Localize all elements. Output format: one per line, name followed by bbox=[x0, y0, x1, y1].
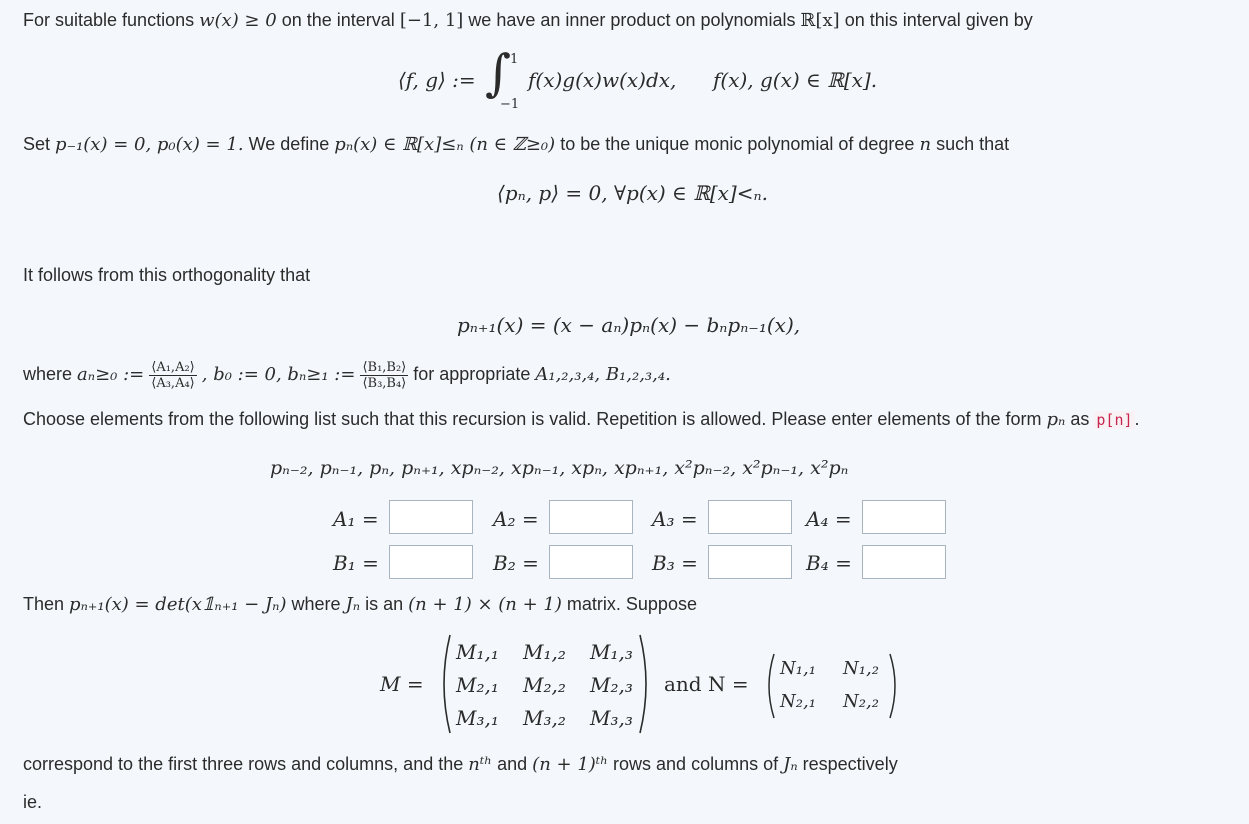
determinant-math: pₙ₊₁(x) = det(x𝟙ₙ₊₁ − Jₙ) bbox=[69, 594, 287, 615]
label-B1: B₁ = bbox=[333, 551, 379, 575]
recursion-formula: pₙ₊₁(x) = (x − aₙ)pₙ(x) − bₙpₙ₋₁(x), bbox=[457, 313, 801, 337]
M-cell: M₃,₁ bbox=[456, 706, 499, 730]
define-text: We define bbox=[248, 134, 330, 154]
N-label: and N = bbox=[664, 672, 749, 696]
input-A4[interactable] bbox=[862, 500, 946, 534]
nth-math: nᵗʰ bbox=[468, 754, 493, 775]
N-cell: N₁,₂ bbox=[843, 658, 879, 679]
label-A4: A₄ = bbox=[806, 507, 852, 531]
correspond-text: respectively bbox=[802, 754, 898, 774]
b-definition: , b₀ := 0, bₙ≥₁ := bbox=[201, 364, 356, 385]
label-B4: B₄ = bbox=[806, 551, 852, 575]
label-B2: B₂ = bbox=[493, 551, 539, 575]
element-list: pₙ₋₂, pₙ₋₁, pₙ, pₙ₊₁, xpₙ₋₂, xpₙ₋₁, xpₙ, xpₙ₊₁, x²pₙ₋₂, x²pₙ₋₁, x²pₙ bbox=[270, 457, 849, 479]
correspond-text: and bbox=[497, 754, 528, 774]
correspond-text: correspond to the first three rows and columns, and the bbox=[23, 754, 464, 774]
interval-math: [−1, 1] bbox=[399, 10, 464, 31]
b-fraction-denominator: ⟨B₃,B₄⟩ bbox=[362, 375, 407, 391]
N-cell: N₂,₁ bbox=[780, 691, 816, 712]
M-cell: M₂,₂ bbox=[523, 673, 566, 697]
weight-math: w(x) ≥ 0 bbox=[199, 10, 277, 31]
then-text: is an bbox=[365, 594, 404, 614]
follows-text: It follows from this orthogonality that bbox=[23, 265, 311, 285]
M-cell: M₃,₃ bbox=[590, 706, 633, 730]
jacobi-matrix-math: Jₙ bbox=[345, 594, 361, 615]
integrand: f(x)g(x)w(x)dx, bbox=[528, 68, 677, 92]
n1th-math: (n + 1)ᵗʰ bbox=[532, 754, 609, 775]
instructions bbox=[23, 409, 1140, 430]
correspond-paragraph bbox=[23, 754, 898, 775]
M-label: M = bbox=[380, 672, 424, 696]
a-fraction-numerator: ⟨A₁,A₂⟩ bbox=[151, 359, 195, 375]
inner-product-lhs: ⟨f, g⟩ := bbox=[398, 68, 476, 92]
pn-definition-math: pₙ(x) ∈ ℝ[x]≤ₙ (n ∈ ℤ≥₀) bbox=[334, 134, 556, 155]
input-B4[interactable] bbox=[862, 545, 946, 579]
M-cell: M₁,₁ bbox=[456, 640, 499, 664]
determinant-paragraph bbox=[23, 594, 697, 615]
intro-text: on the interval bbox=[281, 10, 395, 30]
M-left-paren bbox=[436, 633, 452, 735]
pn-math: pₙ bbox=[1046, 409, 1066, 430]
integral-lower-limit: −1 bbox=[500, 97, 520, 112]
input-B2[interactable] bbox=[549, 545, 633, 579]
where-tail-text: for appropriate bbox=[413, 364, 531, 384]
then-text: where bbox=[291, 594, 341, 614]
then-text: Then bbox=[23, 594, 65, 614]
input-B3[interactable] bbox=[708, 545, 792, 579]
M-cell: M₂,₃ bbox=[590, 673, 633, 697]
input-A1[interactable] bbox=[389, 500, 473, 534]
b-fraction-numerator: ⟨B₁,B₂⟩ bbox=[362, 359, 407, 375]
dimension-math: (n + 1) × (n + 1) bbox=[408, 594, 562, 615]
a-fraction-denominator: ⟨A₃,A₄⟩ bbox=[151, 375, 195, 391]
a-definition: aₙ≥₀ := bbox=[77, 364, 145, 385]
intro-text: we have an inner product on polynomials bbox=[468, 10, 796, 30]
where-tail-math: A₁,₂,₃,₄, B₁,₂,₃,₄. bbox=[535, 364, 671, 385]
define-text: such that bbox=[936, 134, 1010, 154]
M-cell: M₁,₂ bbox=[523, 640, 566, 664]
a-fraction bbox=[149, 360, 196, 391]
M-cell: M₁,₃ bbox=[590, 640, 633, 664]
integral-upper-limit: 1 bbox=[510, 52, 519, 67]
ring-math: ℝ[x] bbox=[800, 10, 840, 31]
integral-sign: ∫ bbox=[485, 44, 512, 102]
degree-math: n bbox=[919, 134, 932, 155]
label-B3: B₃ = bbox=[652, 551, 698, 575]
M-cell: M₂,₁ bbox=[456, 673, 499, 697]
intro-paragraph bbox=[23, 10, 1033, 31]
N-right-paren bbox=[888, 652, 902, 720]
instructions-text: as bbox=[1070, 409, 1090, 429]
where-text: where bbox=[23, 364, 73, 384]
b-fraction bbox=[360, 360, 408, 391]
M-cell: M₃,₂ bbox=[523, 706, 566, 730]
coefficient-definitions bbox=[23, 354, 671, 395]
input-A2[interactable] bbox=[549, 500, 633, 534]
N-cell: N₁,₁ bbox=[780, 658, 816, 679]
input-A3[interactable] bbox=[708, 500, 792, 534]
label-A1: A₁ = bbox=[333, 507, 379, 531]
definition-paragraph bbox=[23, 134, 1009, 155]
intro-text: on this interval given by bbox=[844, 10, 1033, 30]
instructions-text: Choose elements from the following list such that this recursion is valid. Repetition is allowed. Please enter elements of the form bbox=[23, 409, 1042, 429]
correspond-text: rows and columns of bbox=[613, 754, 779, 774]
membership-math: f(x), g(x) ∈ ℝ[x]. bbox=[713, 68, 878, 92]
label-A3: A₃ = bbox=[652, 507, 698, 531]
label-A2: A₂ = bbox=[493, 507, 539, 531]
define-text: Set bbox=[23, 134, 51, 154]
N-left-paren bbox=[762, 652, 776, 720]
N-cell: N₂,₂ bbox=[843, 691, 879, 712]
period: . bbox=[1134, 409, 1140, 429]
define-text: to be the unique monic polynomial of degree bbox=[560, 134, 915, 154]
M-right-paren bbox=[638, 633, 654, 735]
jacobi-matrix-math: Jₙ bbox=[783, 754, 798, 775]
then-text: matrix. Suppose bbox=[566, 594, 697, 614]
input-B1[interactable] bbox=[389, 545, 473, 579]
intro-text: For suitable functions bbox=[23, 10, 195, 30]
orthogonality-condition: ⟨pₙ, p⟩ = 0, ∀p(x) ∈ ℝ[x]<ₙ. bbox=[497, 181, 768, 205]
ie-text: ie. bbox=[23, 792, 43, 812]
format-code: p[n] bbox=[1096, 411, 1133, 429]
initial-conditions-math: p₋₁(x) = 0, p₀(x) = 1. bbox=[55, 134, 244, 155]
